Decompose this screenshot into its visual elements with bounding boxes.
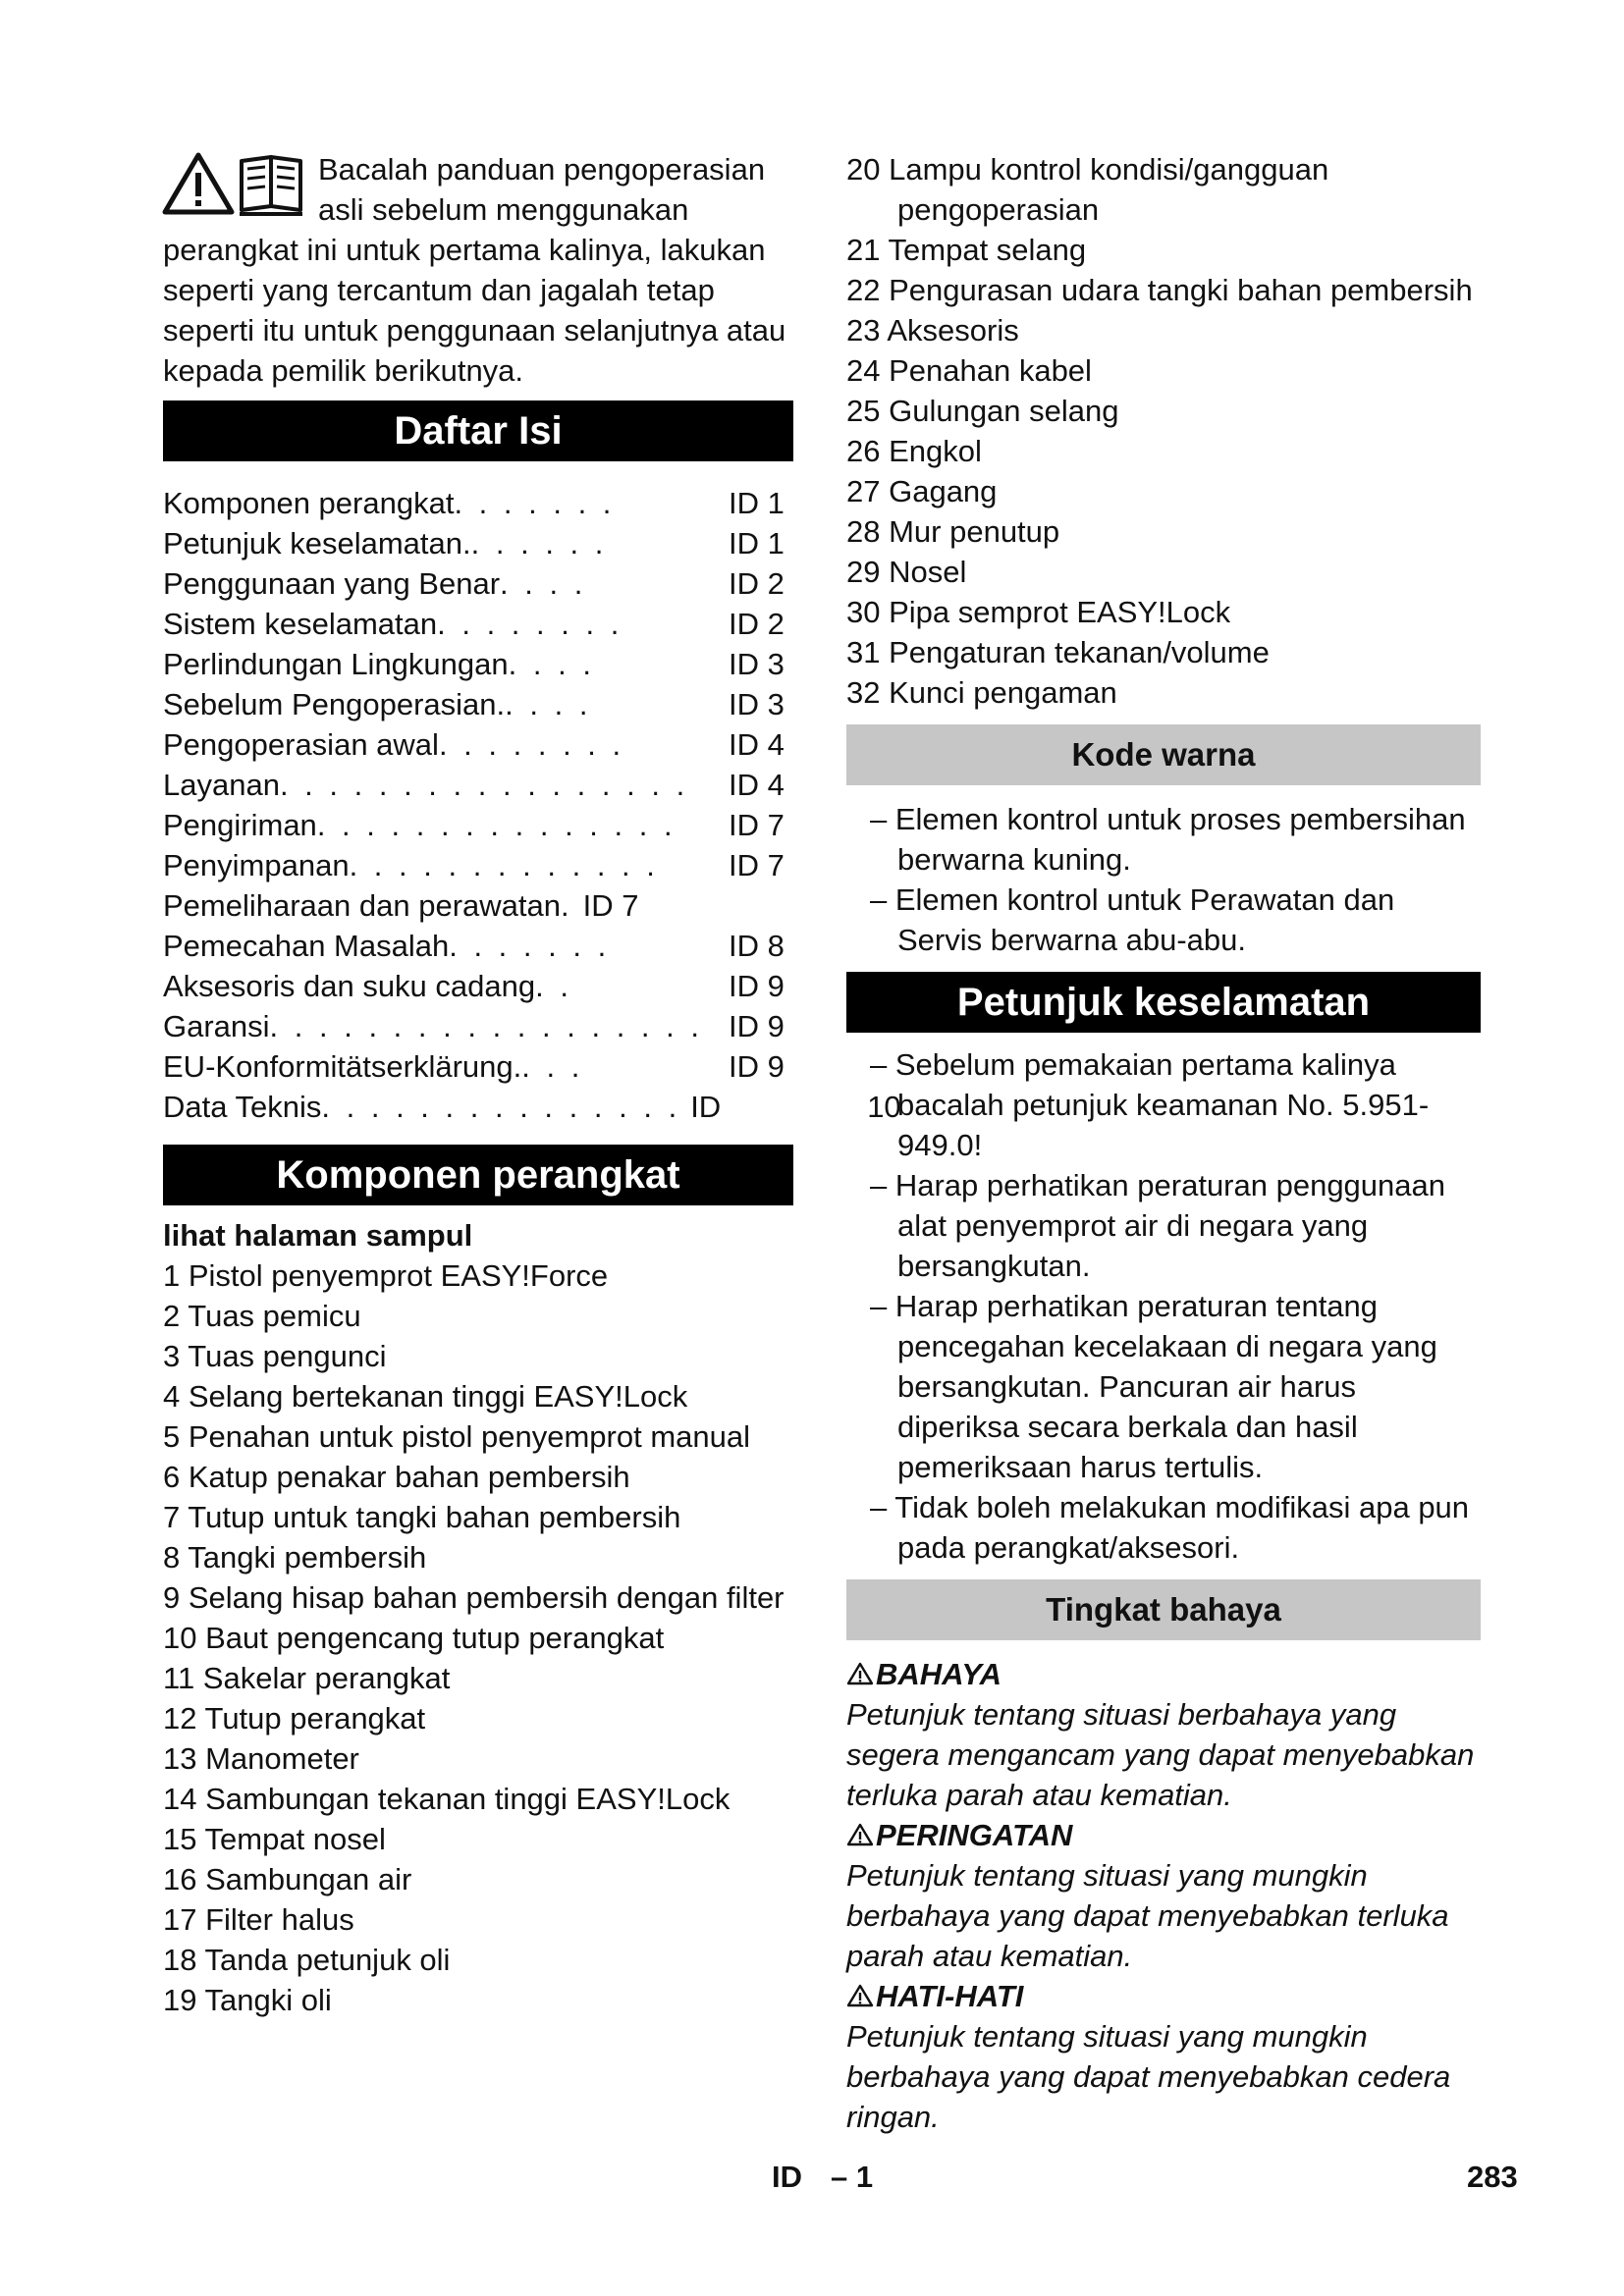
component-item: 29 Nosel — [846, 555, 967, 589]
toc-item — [163, 644, 793, 684]
toc-item — [163, 483, 793, 523]
component-item: 1 Pistol penyemprot EASY!Force — [163, 1258, 609, 1293]
component-item: 28 Mur penutup — [846, 514, 1060, 549]
component-item: 26 Engkol — [846, 434, 982, 468]
component-item: 21 Tempat selang — [846, 233, 1087, 267]
toc-item-leader: . . . . . . . — [449, 929, 611, 963]
hazard-level-description: Petunjuk tentang situasi yang mungkin berbahaya yang dapat menyebabkan cedera ringan. — [846, 2019, 1451, 2134]
toc-item-label: Pengoperasian awal — [163, 727, 439, 762]
component-item: 5 Penahan untuk pistol penyemprot manual — [163, 1419, 751, 1454]
toc-item — [163, 926, 793, 966]
components-subtitle: lihat halaman sampul — [163, 1218, 473, 1253]
component-item: 13 Manometer — [163, 1741, 359, 1776]
hazard-level-description: Petunjuk tentang situasi yang mungkin berbahaya yang dapat menyebabkan terluka parah atau kematian. — [846, 1858, 1449, 1973]
toc-item-leader: . . . . . . . — [454, 486, 616, 520]
toc-item-label: Layanan — [163, 768, 280, 802]
toc-item — [163, 604, 793, 644]
hazard-level-description: Petunjuk tentang situasi berbahaya yang segera mengancam yang dapat menyebabkan terluka parah atau kematian. — [846, 1697, 1475, 1812]
toc-item-label: Pemecahan Masalah — [163, 929, 450, 963]
hazard-level — [846, 1654, 1481, 1815]
component-item: 7 Tutup untuk tangki bahan pembersih — [163, 1500, 681, 1534]
toc-item-label: Komponen perangkat — [163, 486, 455, 520]
toc-item-leader: . . . . . . . . — [437, 607, 623, 641]
component-item: 31 Pengaturan tekanan/volume — [846, 635, 1270, 669]
component-item: 25 Gulungan selang — [846, 394, 1119, 428]
toc-item-leader: . . . . . . . . . . . . . . . — [316, 808, 677, 842]
components-list-left — [163, 1255, 793, 2020]
safety-list — [846, 1044, 1481, 1568]
toc-item-leader: . . . . . . . . . . . . . . . . . — [279, 768, 689, 802]
toc-item-page: ID 7 — [729, 848, 785, 882]
intro-notice — [163, 149, 793, 391]
color-code-list — [846, 799, 1481, 960]
component-item: 27 Gagang — [846, 474, 998, 508]
toc-item-page: ID 9 — [729, 1009, 785, 1043]
intro-text: Bacalah panduan pengoperasian asli sebelum menggunakan perangkat ini untuk pertama kalinya, lakukan seperti yang tercantum dan jagalah tetap seperti itu untuk penggunaan selanjutnya atau kepada pemilik berikutnya. — [163, 152, 786, 388]
component-item: 22 Pengurasan udara tangki bahan pembersih — [846, 273, 1473, 307]
toc-item-label: Penggunaan yang Benar — [163, 566, 501, 601]
toc-item-label: Garansi — [163, 1009, 270, 1043]
component-item: 11 Sakelar perangkat — [163, 1661, 451, 1695]
footer-page-label: – 1 — [831, 2160, 874, 2194]
component-item: 24 Penahan kabel — [846, 353, 1092, 388]
component-item: 23 Aksesoris — [846, 313, 1019, 347]
toc-item-label: Penyimpanan — [163, 848, 350, 882]
toc-item — [163, 805, 793, 845]
toc-heading: Daftar Isi — [163, 400, 793, 461]
components-list-right — [846, 149, 1481, 713]
component-item: 10 Baut pengencang tutup perangkat — [163, 1621, 665, 1655]
toc-item — [163, 684, 793, 724]
component-item: 15 Tempat nosel — [163, 1822, 386, 1856]
toc-item-page: ID 4 — [729, 727, 785, 762]
toc-item-leader: . . . . . . . . . . . . . . . — [321, 1090, 681, 1124]
toc-item-page: ID — [690, 1090, 722, 1124]
component-item: 2 Tuas pemicu — [163, 1299, 361, 1333]
color-code-item: – Elemen kontrol untuk Perawatan dan Servis berwarna abu-abu. — [870, 882, 1395, 957]
safety-item: – Tidak boleh melakukan modifikasi apa pun pada perangkat/aksesori. — [870, 1490, 1470, 1565]
components-heading: Komponen perangkat — [163, 1145, 793, 1205]
component-item: 32 Kunci pengaman — [846, 675, 1117, 710]
right-column — [846, 149, 1481, 2137]
toc-item-page: ID 3 — [729, 647, 785, 681]
toc-item-leader: . . . — [521, 1049, 584, 1084]
footer-lang-code: ID — [772, 2160, 802, 2194]
warning-triangle-icon — [846, 1977, 874, 2001]
book-icon — [240, 157, 302, 214]
hazard-level-name: PERINGATAN — [876, 1818, 1073, 1852]
toc-item-page: ID 2 — [729, 607, 785, 641]
color-code-item: – Elemen kontrol untuk proses pembersihan berwarna kuning. — [870, 802, 1466, 877]
component-item: 8 Tangki pembersih — [163, 1540, 427, 1575]
toc-item-leader: . . . . . . . . — [438, 727, 625, 762]
component-item: 6 Katup penakar bahan pembersih — [163, 1460, 630, 1494]
toc-item-label: Sistem keselamatan — [163, 607, 438, 641]
hazard-level-name: HATI-HATI — [876, 1979, 1024, 2013]
toc-item — [163, 1006, 793, 1046]
component-item: 9 Selang hisap bahan pembersih dengan filter — [163, 1580, 785, 1615]
component-item: 12 Tutup perangkat — [163, 1701, 426, 1735]
toc-item — [163, 563, 793, 604]
toc-item — [163, 845, 793, 885]
toc-item — [163, 765, 793, 805]
intro-icons — [163, 149, 308, 218]
toc-item-label: Pemeliharaan dan perawatan. — [163, 888, 569, 923]
component-item: 4 Selang bertekanan tinggi EASY!Lock — [163, 1379, 688, 1414]
hazard-level — [846, 1976, 1481, 2137]
footer-page-number: 283 — [1467, 2160, 1518, 2194]
toc-item-page: ID 1 — [729, 486, 785, 520]
color-code-heading: Kode warna — [846, 724, 1481, 785]
toc-list — [163, 483, 901, 1127]
toc-item-label: Aksesoris dan suku cadang — [163, 969, 536, 1003]
toc-item — [163, 1046, 793, 1087]
component-item: 14 Sambungan tekanan tinggi EASY!Lock — [163, 1782, 731, 1816]
toc-item-label: EU-Konformitätserklärung. — [163, 1049, 522, 1084]
toc-item-label: Sebelum Pengoperasian. — [163, 687, 506, 721]
toc-item-label: Pengiriman — [163, 808, 317, 842]
toc-item — [163, 724, 793, 765]
toc-item-label: Data Teknis — [163, 1090, 322, 1124]
safety-item: – Harap perhatikan peraturan tentang pencegahan kecelakaan di negara yang bersangkutan. Pancuran air harus diperiksa secara berkala dan hasil pemeriksaan harus tertulis. — [870, 1289, 1437, 1484]
toc-item-page: ID 8 — [729, 929, 785, 963]
toc-item-page-number: 10 — [867, 1090, 901, 1124]
component-item: 30 Pipa semprot EASY!Lock — [846, 595, 1231, 629]
toc-item-page: ID 7 — [729, 808, 785, 842]
toc-item — [163, 523, 793, 563]
toc-item-page: ID 1 — [729, 526, 785, 561]
toc-item-page: ID 3 — [729, 687, 785, 721]
toc-item-leader: . . . . . . — [470, 526, 608, 561]
toc-item-leader: . . . . . . . . . . . . . — [349, 848, 659, 882]
toc-item — [163, 966, 793, 1006]
toc-item-leader: . . . . . . . . . . . . . . . . . . — [269, 1009, 703, 1043]
hazard-level-name: BAHAYA — [876, 1657, 1002, 1691]
toc-item-label: Petunjuk keselamatan. — [163, 526, 471, 561]
safety-item: – Sebelum pemakaian pertama kalinya bacalah petunjuk keamanan No. 5.951-949.0! — [870, 1047, 1430, 1162]
component-item: 17 Filter halus — [163, 1902, 354, 1937]
component-item: 16 Sambungan air — [163, 1862, 412, 1896]
hazard-level-title — [846, 1815, 1481, 1855]
hazard-heading: Tingkat bahaya — [846, 1579, 1481, 1640]
component-item: 3 Tuas pengunci — [163, 1339, 387, 1373]
left-column — [163, 149, 901, 2020]
warning-triangle-icon — [846, 1655, 874, 1679]
toc-item-page: ID 7 — [582, 888, 639, 923]
warning-triangle-icon — [846, 1816, 874, 1840]
hazard-level — [846, 1815, 1481, 1976]
toc-item-leader: . . . . — [500, 566, 587, 601]
toc-item-page: ID 9 — [729, 969, 785, 1003]
toc-item-leader: . . . . — [505, 687, 592, 721]
toc-item-page: ID 9 — [729, 1049, 785, 1084]
hazard-level-title — [846, 1654, 1481, 1694]
safety-item: – Harap perhatikan peraturan penggunaan alat penyemprot air di negara yang bersangkutan. — [870, 1168, 1446, 1283]
component-item: 19 Tangki oli — [163, 1983, 332, 2017]
warning-triangle-icon — [165, 155, 232, 212]
safety-heading: Petunjuk keselamatan — [846, 972, 1481, 1033]
toc-item — [163, 885, 793, 926]
toc-item-leader: . . — [535, 969, 572, 1003]
toc-item-page: ID 2 — [729, 566, 785, 601]
toc-item-page: ID 4 — [729, 768, 785, 802]
component-item: 18 Tanda petunjuk oli — [163, 1943, 451, 1977]
component-item: 20 Lampu kontrol kondisi/gangguan pengoperasian — [846, 152, 1329, 227]
hazard-list — [846, 1654, 1481, 2137]
toc-item-leader: . . . . — [508, 647, 595, 681]
toc-item-label: Perlindungan Lingkungan — [163, 647, 509, 681]
hazard-level-title — [846, 1976, 1481, 2016]
toc-item — [163, 1087, 901, 1127]
